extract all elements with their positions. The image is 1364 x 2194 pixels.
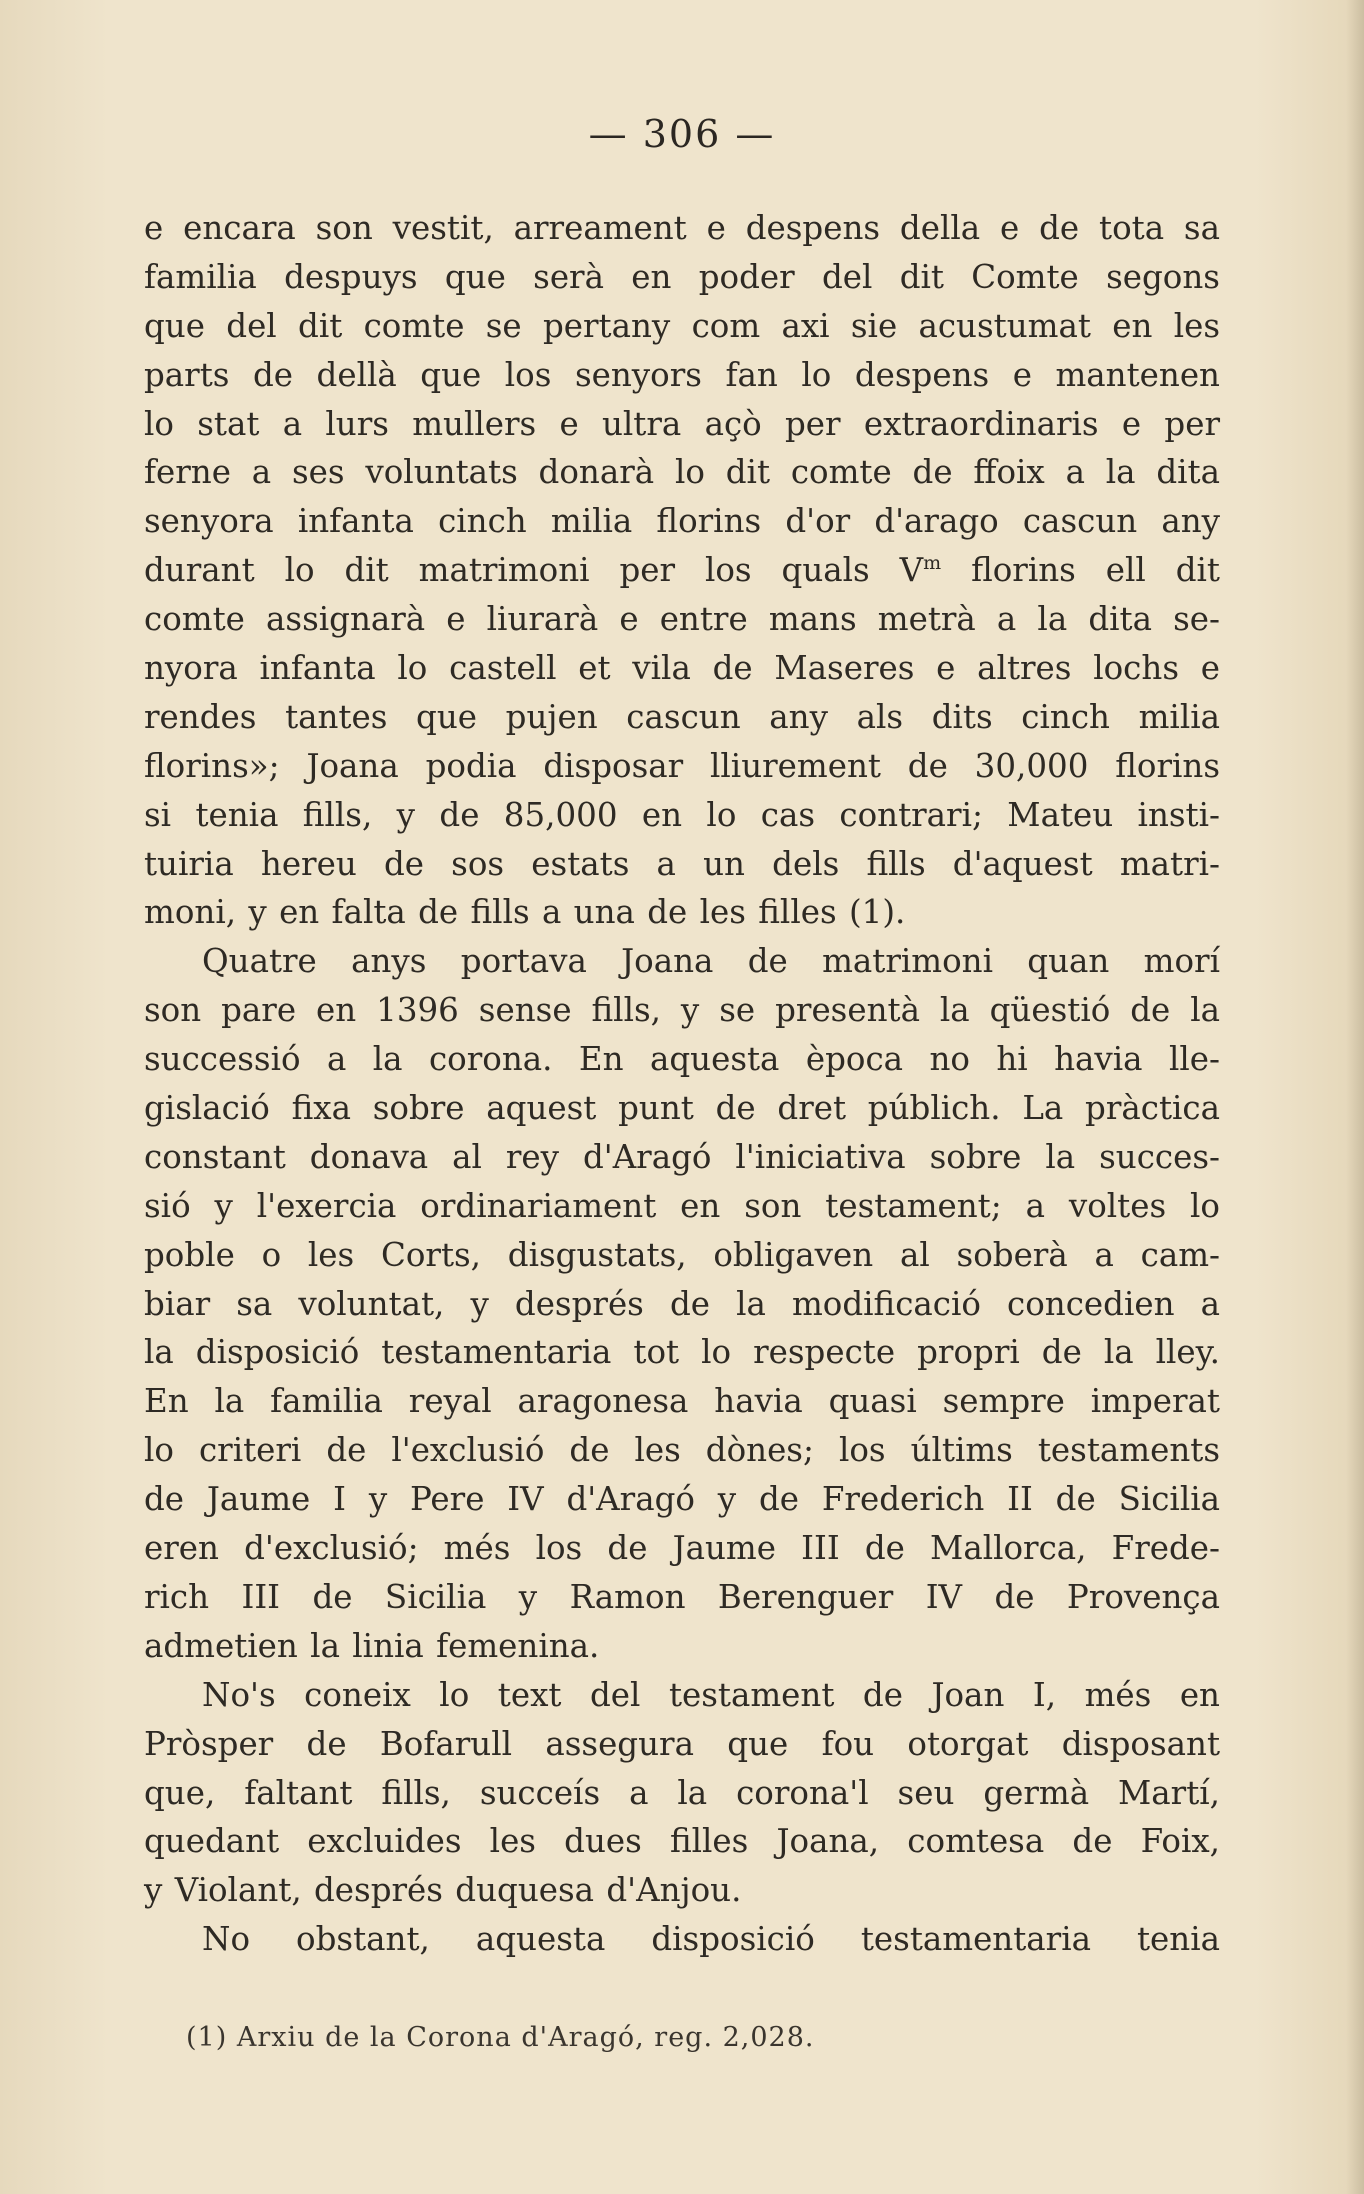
text-line: eren d'exclusió; més los de Jaume III de Mallorca, Frede- [144, 1529, 1220, 1568]
text-line: si tenia fills, y de 85,000 en lo cas contrari; Mateu insti- [144, 795, 1220, 834]
text-line-with-superscript [144, 546, 1220, 595]
text-line: la disposició testamentaria tot lo respecte propri de la lley. [144, 1333, 1220, 1372]
paragraph-start-line: No obstant, aquesta disposició testamentaria tenia [202, 1920, 1220, 1959]
text-line: En la familia reyal aragonesa havia quasi sempre imperat [144, 1382, 1220, 1421]
text-line: lo stat a lurs mullers e ultra açò per extraordinaris e per [144, 404, 1220, 443]
paragraph-start-line: No's coneix lo text del testament de Joan I, més en [202, 1675, 1220, 1714]
text-line: son pare en 1396 sense fills, y se presentà la qüestió de la [144, 991, 1220, 1030]
text-line: y Violant, després duquesa d'Anjou. [144, 1871, 742, 1910]
text-line: lo criteri de l'exclusió de les dònes; los últims testaments [144, 1431, 1220, 1470]
text-segment: durant lo dit matrimoni per los quals V [144, 551, 924, 590]
page-number: — 306 — [588, 112, 776, 156]
text-line: comte assignarà e liurarà e entre mans metrà a la dita se- [144, 600, 1220, 639]
text-line: florins»; Joana podia disposar lliurement de 30,000 florins [144, 746, 1220, 785]
text-line: nyora infanta lo castell et vila de Maseres e altres lochs e [144, 649, 1220, 688]
text-segment: florins ell dit [941, 551, 1220, 590]
text-line: rendes tantes que pujen cascun any als dits cinch milia [144, 697, 1220, 736]
text-line: moni, y en falta de fills a una de les filles (1). [144, 893, 906, 932]
text-line: e encara son vestit, arreament e despens della e de tota sa [144, 209, 1220, 247]
text-line: rich III de Sicilia y Ramon Berenguer IV de Provença [144, 1577, 1220, 1616]
text-line: constant donava al rey d'Aragó l'iniciativa sobre la succes- [144, 1137, 1220, 1176]
text-line: que del dit comte se pertany com axi sie acustumat en les [144, 306, 1220, 345]
text-line: quedant excluides les dues filles Joana, comtesa de Foix, [144, 1822, 1220, 1861]
text-line: gislació fixa sobre aquest punt de dret públich. La pràctica [144, 1089, 1220, 1128]
paragraph-start-line: Quatre anys portava Joana de matrimoni quan morí [202, 942, 1220, 981]
text-line: sió y l'exercia ordinariament en son testament; a voltes lo [144, 1186, 1220, 1225]
text-line: biar sa voluntat, y després de la modificació concedien a [144, 1284, 1220, 1323]
text-line: ferne a ses voluntats donarà lo dit comte de ffoix a la dita [144, 453, 1220, 492]
superscript: m [923, 552, 942, 575]
text-line: admetien la linia femenina. [144, 1626, 600, 1665]
text-line: familia despuys que serà en poder del dit Comte segons [144, 257, 1220, 296]
text-line: parts de dellà que los senyors fan lo despens e mantenen [144, 355, 1220, 394]
body-text [144, 204, 1220, 1964]
text-line: que, faltant fills, succeís a la corona'l seu germà Martí, [144, 1773, 1220, 1812]
text-line: Pròsper de Bofarull assegura que fou otorgat disposant [144, 1724, 1220, 1763]
text-line: tuiria hereu de sos estats a un dels fills d'aquest matri- [144, 844, 1220, 883]
text-line: senyora infanta cinch milia florins d'or d'arago cascun any [144, 502, 1220, 541]
footnote: (1) Arxiu de la Corona d'Aragó, reg. 2,028. [186, 2022, 815, 2053]
page-edge-shadow [1346, 0, 1364, 2194]
text-line: de Jaume I y Pere IV d'Aragó y de Frederich II de Sicilia [144, 1480, 1220, 1519]
text-line: poble o les Corts, disgustats, obligaven al soberà a cam- [144, 1235, 1220, 1274]
text-line: successió a la corona. En aquesta època no hi havia lle- [144, 1040, 1220, 1079]
